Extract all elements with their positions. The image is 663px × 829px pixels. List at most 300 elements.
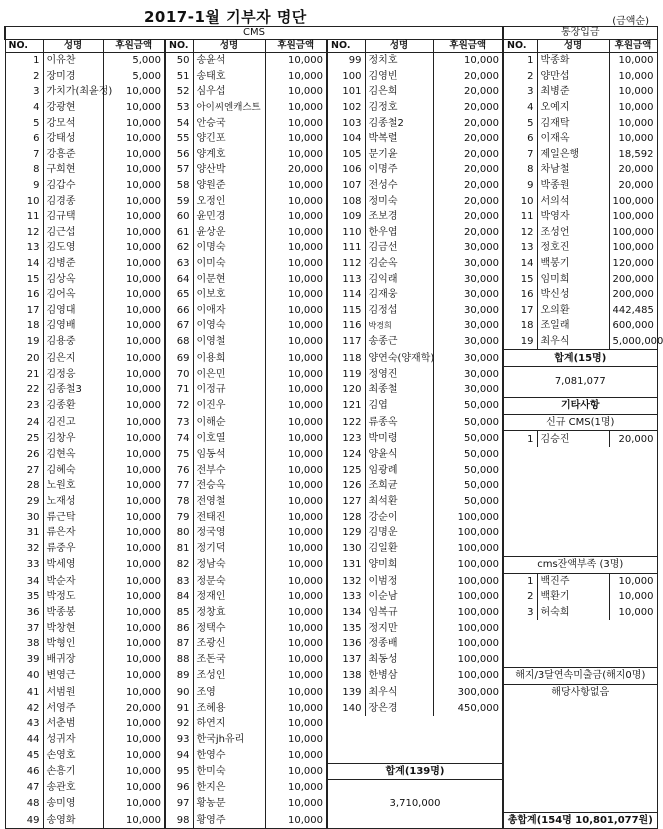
donor-name: 김영대: [43, 303, 103, 319]
donor-amount: 300,000: [433, 684, 503, 700]
donor-amount: 10,000: [265, 115, 327, 131]
donor-amount: 10,000: [265, 494, 327, 510]
empty-cell: [327, 812, 503, 829]
donor-no: 53: [165, 100, 193, 116]
donor-name: 최종철: [365, 382, 433, 398]
table-row: [5, 271, 657, 287]
donor-name: 손흥기: [43, 763, 103, 780]
donor-amount: 10,000: [103, 525, 165, 541]
donor-name: 박종봉: [43, 605, 103, 621]
donor-amount: 30,000: [433, 287, 503, 303]
donor-no: 6: [5, 131, 43, 147]
donor-name: 양윤식: [365, 447, 433, 463]
donor-amount: 10,000: [265, 398, 327, 415]
donor-no: 91: [165, 700, 193, 716]
column-header-name: 성명: [193, 40, 265, 53]
donor-name: 박형인: [43, 636, 103, 652]
donor-name: 김재웅: [365, 287, 433, 303]
donor-no: 39: [5, 652, 43, 668]
donor-amount: 100,000: [609, 240, 657, 256]
donor-amount: 100,000: [609, 225, 657, 241]
donor-amount: 100,000: [433, 589, 503, 605]
donor-amount: 10,000: [103, 350, 165, 367]
donor-name: 김승진: [537, 431, 609, 447]
donor-amount: 30,000: [433, 382, 503, 398]
donor-name: 박미령: [365, 431, 433, 447]
donor-amount: 100,000: [433, 509, 503, 525]
donor-no: 70: [165, 366, 193, 382]
column-header-amount: 후원금액: [609, 40, 657, 53]
donor-no: 80: [165, 525, 193, 541]
empty-cell: [503, 747, 657, 763]
donor-amount: 50,000: [433, 431, 503, 447]
donor-no: 93: [165, 732, 193, 748]
donor-no: 129: [327, 525, 365, 541]
donor-name: 김어옥: [43, 287, 103, 303]
table-row: [5, 178, 657, 194]
donor-name: 서의석: [537, 193, 609, 209]
donor-amount: 10,000: [103, 84, 165, 100]
donor-no: 54: [165, 115, 193, 131]
donor-no: 112: [327, 256, 365, 272]
donor-no: 11: [503, 209, 537, 225]
donor-no: 138: [327, 668, 365, 685]
donor-name: 류종옥: [365, 414, 433, 431]
table-row: [5, 350, 657, 367]
donor-amount: 10,000: [265, 69, 327, 85]
donor-no: 37: [5, 620, 43, 636]
donor-no: 97: [165, 796, 193, 812]
donor-amount: 10,000: [103, 225, 165, 241]
donor-name: 이영숙: [193, 318, 265, 334]
table-row: [5, 414, 657, 431]
donor-name: 한미숙: [193, 763, 265, 780]
table-row: [5, 668, 657, 685]
empty-cell: [503, 716, 657, 732]
donor-no: 100: [327, 69, 365, 85]
donor-name: 양긴포: [193, 131, 265, 147]
donor-name: 이용희: [193, 350, 265, 367]
donor-no: 128: [327, 509, 365, 525]
donor-amount: 10,000: [103, 147, 165, 163]
donor-amount: 10,000: [103, 303, 165, 319]
donor-amount: 50,000: [433, 462, 503, 478]
table-row: [5, 620, 657, 636]
lack-label: cms잔액부족 (3명): [503, 557, 657, 574]
donor-name: 강광현: [43, 100, 103, 116]
empty-cell: [503, 462, 657, 478]
donor-name: 김용중: [43, 334, 103, 350]
donor-list-page: [4, 4, 663, 826]
cancel-label: 해지/3달연속미출금(해지0명): [503, 668, 657, 685]
donor-amount: 10,000: [103, 100, 165, 116]
donor-no: 123: [327, 431, 365, 447]
donor-no: 87: [165, 636, 193, 652]
donor-no: 7: [5, 147, 43, 163]
table-row: [5, 525, 657, 541]
donor-amount: 30,000: [433, 350, 503, 367]
donor-amount: 442,485: [609, 303, 657, 319]
donor-name: 임미희: [537, 271, 609, 287]
donor-no: 26: [5, 447, 43, 463]
donor-no: 66: [165, 303, 193, 319]
table-row: [5, 162, 657, 178]
donor-name: 오정인: [193, 193, 265, 209]
empty-cell: [503, 796, 657, 812]
donor-amount: 10,000: [103, 115, 165, 131]
donor-name: 박경희: [365, 318, 433, 334]
donor-amount: 10,000: [265, 668, 327, 685]
donor-amount: 10,000: [103, 605, 165, 621]
donor-name: 한우엽: [365, 225, 433, 241]
donor-amount: 10,000: [103, 684, 165, 700]
donor-no: 71: [165, 382, 193, 398]
column-header-name: 성명: [43, 40, 103, 53]
donor-amount: 10,000: [609, 131, 657, 147]
donor-amount: 20,000: [433, 84, 503, 100]
bank-section-header: 통장입금: [503, 27, 657, 40]
donor-no: 50: [165, 53, 193, 69]
donor-no: 82: [165, 557, 193, 574]
donor-no: 106: [327, 162, 365, 178]
donor-name: 김재탁: [537, 115, 609, 131]
donor-name: 조영: [193, 684, 265, 700]
donor-no: 62: [165, 240, 193, 256]
donor-amount: 20,000: [609, 431, 657, 447]
donor-no: 25: [5, 431, 43, 447]
donor-amount: 10,000: [103, 431, 165, 447]
donor-name: 최우식: [365, 684, 433, 700]
donor-amount: 50,000: [433, 447, 503, 463]
donor-name: 정남숙: [193, 557, 265, 574]
donor-no: 59: [165, 193, 193, 209]
donor-amount: 30,000: [433, 256, 503, 272]
donor-amount: 10,000: [265, 747, 327, 763]
donor-name: 박신성: [537, 287, 609, 303]
donor-name: 배귀장: [43, 652, 103, 668]
donor-no: 107: [327, 178, 365, 194]
donor-amount: 18,592: [609, 147, 657, 163]
donor-name: 양연숙(양재학): [365, 350, 433, 367]
donor-no: 3: [503, 605, 537, 621]
new-cms-label: 신규 CMS(1명): [503, 414, 657, 431]
table-row: [5, 716, 657, 732]
donor-amount: 30,000: [433, 271, 503, 287]
donor-no: 1: [5, 53, 43, 69]
donor-name: 최병준: [537, 84, 609, 100]
donor-no: 88: [165, 652, 193, 668]
donor-no: 99: [327, 53, 365, 69]
donor-amount: 20,000: [433, 178, 503, 194]
donor-amount: 10,000: [609, 589, 657, 605]
donor-name: 임동석: [193, 447, 265, 463]
donor-name: 김정섭: [365, 303, 433, 319]
donor-name: 김경종: [43, 193, 103, 209]
table-row: [5, 557, 657, 574]
donor-no: 7: [503, 147, 537, 163]
donor-no: 136: [327, 636, 365, 652]
donor-no: 109: [327, 209, 365, 225]
donor-name: 노재성: [43, 494, 103, 510]
page-title: 2017-1월 기부자 명단: [144, 8, 307, 26]
table-row: [5, 605, 657, 621]
donor-no: 10: [503, 193, 537, 209]
donor-name: 임복규: [365, 605, 433, 621]
donor-amount: 20,000: [265, 162, 327, 178]
donor-no: 60: [165, 209, 193, 225]
donor-amount: 10,000: [103, 780, 165, 796]
donor-no: 47: [5, 780, 43, 796]
donor-no: 5: [503, 115, 537, 131]
donor-amount: 10,000: [103, 193, 165, 209]
column-header-name: 성명: [537, 40, 609, 53]
donor-name: 백봉기: [537, 256, 609, 272]
table-row: [5, 287, 657, 303]
donor-no: 33: [5, 557, 43, 574]
donor-no: 137: [327, 652, 365, 668]
donor-name: 김갑수: [43, 178, 103, 194]
table-row: [5, 540, 657, 556]
donor-name: 강흥준: [43, 147, 103, 163]
donor-amount: 10,000: [609, 53, 657, 69]
donor-amount: 10,000: [103, 557, 165, 574]
donor-name: 조돈국: [193, 652, 265, 668]
donor-no: 12: [503, 225, 537, 241]
donor-name: 정치호: [365, 53, 433, 69]
donor-name: 김명운: [365, 525, 433, 541]
donor-amount: 20,000: [433, 162, 503, 178]
donor-no: 2: [503, 589, 537, 605]
donor-no: 111: [327, 240, 365, 256]
donor-name: 이호열: [193, 431, 265, 447]
donor-amount: 10,000: [265, 178, 327, 194]
donor-name: 이문현: [193, 271, 265, 287]
donor-amount: 30,000: [433, 334, 503, 350]
donor-name: 송미영: [43, 796, 103, 812]
donor-amount: 10,000: [265, 447, 327, 463]
grand-total: 총합계(154명 10,801,077원): [503, 812, 657, 829]
donor-amount: 5,000,000: [609, 334, 657, 350]
donor-amount: 10,000: [265, 334, 327, 350]
donor-no: 41: [5, 684, 43, 700]
donor-name: 김종철3: [43, 382, 103, 398]
donor-name: 강순이: [365, 509, 433, 525]
donor-amount: 100,000: [433, 540, 503, 556]
donor-amount: 100,000: [433, 620, 503, 636]
table-row: [5, 131, 657, 147]
donor-no: 11: [5, 209, 43, 225]
empty-cell: [503, 540, 657, 556]
empty-cell: [503, 763, 657, 780]
donor-amount: 10,000: [103, 589, 165, 605]
donor-amount: 20,000: [433, 100, 503, 116]
table-row: [5, 684, 657, 700]
empty-cell: [503, 509, 657, 525]
donor-name: 정재인: [193, 589, 265, 605]
column-header-no: NO.: [503, 40, 537, 53]
donor-name: 한병삼: [365, 668, 433, 685]
donor-name: 전승옥: [193, 478, 265, 494]
donor-name: 정호진: [537, 240, 609, 256]
donor-no: 135: [327, 620, 365, 636]
donor-no: 86: [165, 620, 193, 636]
donor-name: 김은희: [365, 84, 433, 100]
empty-cell: [503, 620, 657, 636]
donor-amount: 10,000: [103, 478, 165, 494]
donor-no: 61: [165, 225, 193, 241]
donor-amount: 10,000: [265, 84, 327, 100]
donor-name: 서영주: [43, 700, 103, 716]
donor-name: 구희현: [43, 162, 103, 178]
donor-no: 17: [503, 303, 537, 319]
donor-no: 65: [165, 287, 193, 303]
table-row: [5, 115, 657, 131]
column-header-no: NO.: [165, 40, 193, 53]
donor-amount: 10,000: [103, 209, 165, 225]
donor-name: 조성인: [193, 668, 265, 685]
donor-amount: 10,000: [103, 668, 165, 685]
donor-name: 안승국: [193, 115, 265, 131]
donor-no: 44: [5, 732, 43, 748]
donor-amount: 10,000: [433, 53, 503, 69]
donor-no: 75: [165, 447, 193, 463]
donor-amount: 100,000: [433, 652, 503, 668]
donor-amount: 10,000: [265, 652, 327, 668]
donor-amount: 10,000: [103, 366, 165, 382]
donor-amount: 450,000: [433, 700, 503, 716]
donor-no: 119: [327, 366, 365, 382]
donor-no: 18: [503, 318, 537, 334]
donor-name: 한국jh유리: [193, 732, 265, 748]
donor-name: 이범정: [365, 573, 433, 589]
donor-no: 17: [5, 303, 43, 319]
donor-name: 이영철: [193, 334, 265, 350]
donor-amount: 50,000: [433, 398, 503, 415]
donor-amount: 10,000: [265, 256, 327, 272]
donor-amount: 10,000: [265, 318, 327, 334]
donor-amount: 100,000: [609, 193, 657, 209]
donor-no: 45: [5, 747, 43, 763]
donor-no: 72: [165, 398, 193, 415]
donor-amount: 10,000: [265, 684, 327, 700]
table-row: [5, 478, 657, 494]
sort-note: (금액순): [612, 16, 649, 27]
donor-name: 양계호: [193, 147, 265, 163]
donor-name: 송종근: [365, 334, 433, 350]
donor-no: 1: [503, 431, 537, 447]
donor-name: 최우식: [537, 334, 609, 350]
donor-name: 정영진: [365, 366, 433, 382]
donor-no: 127: [327, 494, 365, 510]
donor-name: 서범원: [43, 684, 103, 700]
donor-amount: 10,000: [103, 763, 165, 780]
donor-no: 79: [165, 509, 193, 525]
donor-name: 장미경: [43, 69, 103, 85]
bank-total-value: 7,081,077: [503, 366, 657, 397]
donor-amount: 10,000: [103, 573, 165, 589]
table-row: [5, 494, 657, 510]
donor-name: 김병준: [43, 256, 103, 272]
donor-no: 56: [165, 147, 193, 163]
donor-no: 83: [165, 573, 193, 589]
column-header-amount: 후원금액: [433, 40, 503, 53]
donor-name: 서춘범: [43, 716, 103, 732]
donor-name: 손영호: [43, 747, 103, 763]
donor-amount: 10,000: [265, 287, 327, 303]
donor-amount: 20,000: [433, 209, 503, 225]
donor-no: 110: [327, 225, 365, 241]
donor-name: 김규택: [43, 209, 103, 225]
donor-no: 118: [327, 350, 365, 367]
donor-no: 15: [503, 271, 537, 287]
donor-amount: 10,000: [103, 652, 165, 668]
donor-name: 양산박: [193, 162, 265, 178]
donor-amount: 100,000: [433, 525, 503, 541]
donor-name: 조일래: [537, 318, 609, 334]
table-row: [5, 732, 657, 748]
donor-no: 98: [165, 812, 193, 829]
donor-name: 양만섭: [537, 69, 609, 85]
donor-name: 송태호: [193, 69, 265, 85]
donor-amount: 100,000: [433, 573, 503, 589]
donor-name: 임광례: [365, 462, 433, 478]
donor-name: 한지은: [193, 780, 265, 796]
donor-name: 김정응: [43, 366, 103, 382]
donor-no: 43: [5, 716, 43, 732]
donor-name: 정미숙: [365, 193, 433, 209]
donor-no: 32: [5, 540, 43, 556]
empty-cell: [503, 732, 657, 748]
donor-amount: 10,000: [103, 414, 165, 431]
table-row: [5, 334, 657, 350]
donor-name: 제일은행: [537, 147, 609, 163]
donor-no: 68: [165, 334, 193, 350]
donor-amount: 10,000: [103, 747, 165, 763]
donor-name: 이보호: [193, 287, 265, 303]
donor-amount: 10,000: [103, 494, 165, 510]
donor-amount: 5,000: [103, 53, 165, 69]
donor-name: 전부수: [193, 462, 265, 478]
donor-name: 조혜용: [193, 700, 265, 716]
donor-no: 58: [165, 178, 193, 194]
donor-name: 윤민경: [193, 209, 265, 225]
donor-no: 108: [327, 193, 365, 209]
donor-name: 한영수: [193, 747, 265, 763]
donor-name: 변영근: [43, 668, 103, 685]
donor-amount: 10,000: [265, 414, 327, 431]
donor-amount: 10,000: [609, 84, 657, 100]
donor-no: 96: [165, 780, 193, 796]
donor-name: 정지만: [365, 620, 433, 636]
donor-name: 이정규: [193, 382, 265, 398]
donor-no: 76: [165, 462, 193, 478]
table-row: [5, 84, 657, 100]
donor-no: 101: [327, 84, 365, 100]
donor-amount: 10,000: [265, 525, 327, 541]
column-header-name: 성명: [365, 40, 433, 53]
donor-no: 134: [327, 605, 365, 621]
donor-no: 6: [503, 131, 537, 147]
donor-amount: 120,000: [609, 256, 657, 272]
donor-no: 48: [5, 796, 43, 812]
donor-no: 89: [165, 668, 193, 685]
donor-amount: 10,000: [103, 540, 165, 556]
donor-name: 최동성: [365, 652, 433, 668]
donor-amount: 10,000: [265, 350, 327, 367]
donor-no: 35: [5, 589, 43, 605]
donor-no: 38: [5, 636, 43, 652]
table-row: [5, 636, 657, 652]
